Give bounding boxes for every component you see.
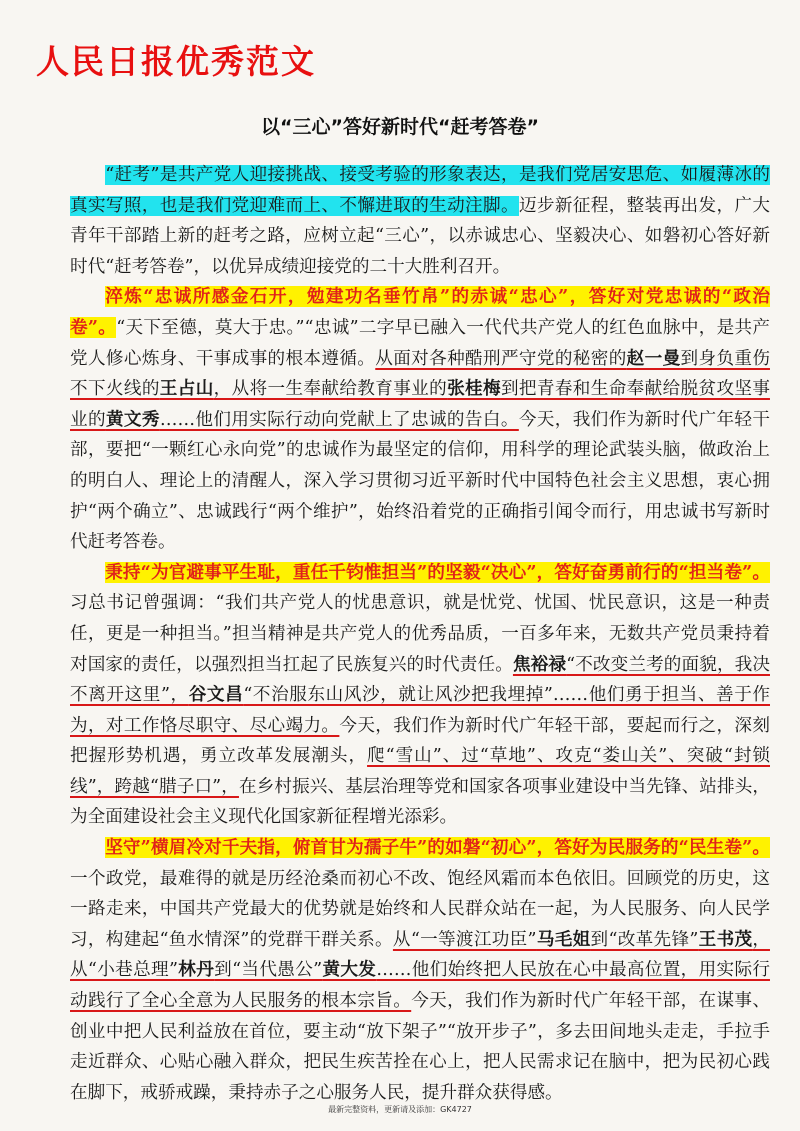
paragraph-4: [70, 833, 770, 1108]
text-run: 今天，我们作为新时代广年轻干部，在谋事、创业中把人民利益放在首位，要主动“放下架子”“放开步子”，多去田间地头走走，手拉手走近群众、心贴心融入群众，把民生疾苦拴在心上，把人民需求记在脑中，把为民初心践在脚下，戒骄戒躁，秉持赤子之心服务人民，提升群众获得感。: [70, 991, 770, 1103]
article-body: [70, 160, 770, 1108]
heading-highlight: 坚守”横眉冷对千夫指，俯首甘为孺子牛”的如磐“初心”，答好为民服务的“民生卷”。: [105, 837, 770, 859]
paragraph-3: [70, 558, 770, 833]
person-name: 王书茂: [698, 928, 753, 950]
person-name: 赵一曼: [626, 347, 681, 369]
heading-highlight: 淬炼“忠诚所感金石开，勉建功名垂竹帛”的赤诚“忠心”，答好对党忠诚的“政治卷”。: [70, 286, 770, 338]
underlined-run: 到“当代愚公”: [214, 960, 323, 981]
text-run: “天下至德，莫大于忠。”“忠诚”二字早已融入一代代共产党人的红色血脉中，是共产党人修心炼身、干事成事的根本遵循。: [70, 317, 770, 369]
article-title: 以“三心”答好新时代“赶考答卷”: [261, 116, 539, 138]
underlined-run: 到把青春和生命奉献给脱贫攻坚事业的: [70, 379, 770, 430]
underlined-run: ，从将一生奉献给教育事业的: [213, 379, 448, 400]
text-run: 今天，我们作为新时代广年轻干部，要把“一颗红心永向党”的忠诚作为最坚定的信仰，用科学的理论武装头脑，做政治上的明白人、理论上的清醒人，深入学习贯彻习近平新时代中国特色社会主义思想，衷心拥护“两个确立”、忠诚践行“两个维护”，始终沿着党的正确指引闻令而行，用忠诚书写新时代赶考答卷。: [70, 409, 770, 553]
person-name: 马毛姐: [536, 928, 591, 950]
underlined-run: 到身负重伤不下火线的: [70, 348, 770, 400]
text-run: 一个政党，最难得的就是历经沧桑而初心不改、饱经风霜而本色依旧。回顾党的历史，这一路走来，中国共产党最大的优势就是始终和人民群众站在一起，为人民服务、向人民学习，构建起“鱼水情深”的党群干群关系。: [70, 868, 770, 950]
person-name: 谷文昌: [188, 684, 244, 706]
underlined-run: 爬“雪山”、过“草地”、攻克“娄山关”、突破“封锁线”，跨越“腊子口”，: [70, 746, 770, 797]
paragraph-1: [70, 160, 770, 282]
text-run: 迈步新征程，整装再出发，广大青年干部踏上新的赶考之路，应树立起“三心”，以赤诚忠心、坚毅决心、如磐初心答好新时代“赶考答卷”，以优异成绩迎接党的二十大胜利召开。: [70, 195, 770, 277]
heading-highlight: 秉持“为官避事平生耻，重任千钧惟担当”的坚毅“决心”，答好奋勇前行的“担当卷”。: [105, 561, 770, 583]
underlined-run: 从面对各种酷刑严守党的秘密的: [375, 348, 627, 369]
person-name: 张桂梅: [447, 378, 501, 400]
underlined-run: ……他们用实际行动向党献上了忠诚的告白。: [159, 409, 519, 430]
underlined-run: 到“改革先锋”: [590, 929, 699, 950]
brand-header: 人民日报优秀范文: [36, 42, 316, 81]
underlined-run: “不治服东山风沙，就让风沙把我埋掉”……他们勇于担当、善于作为，对工作恪尽职守、尽心竭力。: [70, 685, 770, 736]
underlined-run: ，从“小巷总理”: [70, 929, 770, 981]
text-run: 今天，我们作为新时代广年轻干部，要起而行之，深刻把握形势机遇，勇立改革发展潮头，: [70, 715, 770, 767]
person-name: 王占山: [159, 378, 214, 400]
person-name: 黄大发: [322, 959, 377, 981]
paragraph-2: [70, 282, 770, 557]
underlined-run: “不改变兰考的面貌，我决不离开这里”，: [70, 654, 770, 706]
footer-note: 最新完整资料，更新请及添加：GK4727: [328, 1105, 472, 1114]
person-name: 焦裕禄: [512, 653, 567, 675]
highlight-cyan: “赶考”是共产党人迎接挑战、接受考验的形象表达，是我们党居安思危、如履薄冰的真实写照，也是我们党迎难而上、不懈进取的生动注脚。: [70, 165, 770, 216]
person-name: 黄文秀: [105, 408, 160, 430]
underlined-run: 从“一等渡江功臣”: [392, 929, 537, 950]
text-run: 习总书记曾强调：“我们共产党人的忧患意识，就是忧党、忧国、忧民意识，这是一种责任，更是一种担当。”担当精神是共产党人的优秀品质，一百多年来，无数共产党员秉持着对国家的责任，以强烈担当扛起了民族复兴的时代责任。: [70, 593, 770, 675]
person-name: 林丹: [177, 959, 215, 981]
text-run: 在乡村振兴、基层治理等党和国家各项事业建设中当先锋、站排头，为全面建设社会主义现代化国家新征程增光添彩。: [70, 776, 771, 828]
underlined-run: ……他们始终把人民放在心中最高位置，用实际行动践行了全心全意为人民服务的根本宗旨。: [70, 960, 770, 1012]
